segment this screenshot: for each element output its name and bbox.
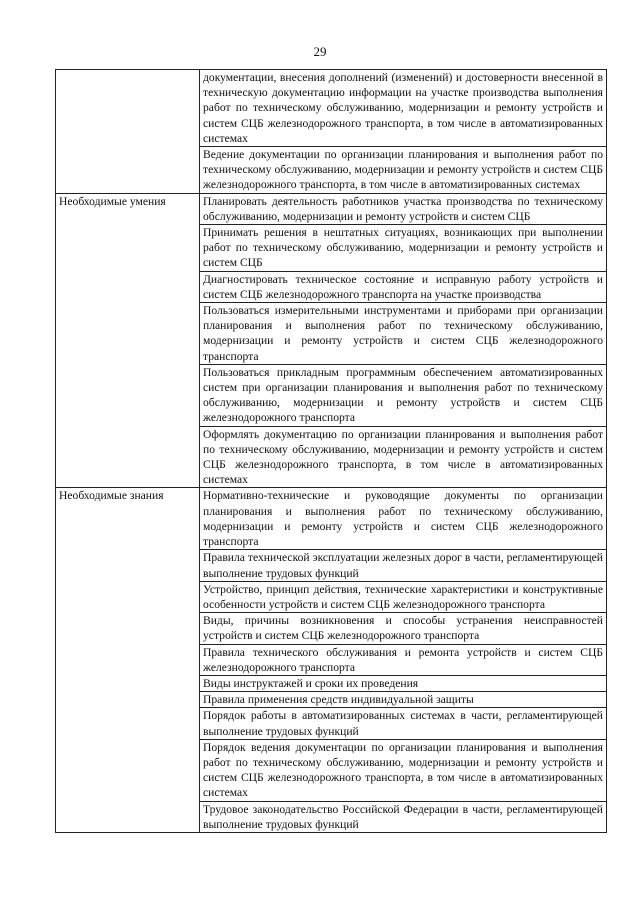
requirement-item: Трудовое законодательство Российской Федерации в части, регламентирующей выполнение трудовых функций bbox=[200, 801, 607, 832]
requirement-item: Оформлять документацию по организации планирования и выполнения работ по техническому обслуживанию, модернизации и ремонту устройств и систем СЦБ железнодорожного транспорта, в том числе в автоматизированных системах bbox=[200, 426, 607, 488]
requirement-item: Правила технической эксплуатации железных дорог в части, регламентирующей выполнение трудовых функций bbox=[200, 550, 607, 581]
requirement-item: Диагностировать техническое состояние и исправную работу устройств и систем СЦБ железнодорожного транспорта на участке производства bbox=[200, 271, 607, 302]
section-label-skills: Необходимые умения bbox=[56, 193, 200, 488]
requirement-item: Устройство, принцип действия, технические характеристики и конструктивные особенности устройств и систем СЦБ железнодорожного транспорта bbox=[200, 581, 607, 612]
requirement-item: Нормативно-технические и руководящие документы по организации планирования и выполнения работ по техническому обслуживанию, модернизации и ремонту устройств и систем СЦБ железнодорожного транспорта bbox=[200, 488, 607, 550]
table-row bbox=[56, 70, 607, 147]
requirements-table bbox=[55, 69, 607, 833]
requirement-item: Порядок ведения документации по организации планирования и выполнения работ по техническому обслуживанию, модернизации и ремонту устройств и систем СЦБ железнодорожного транспорта, в том числе в автоматизированных системах bbox=[200, 739, 607, 801]
requirement-item: Виды инструктажей и сроки их проведения bbox=[200, 675, 607, 691]
requirement-item: Планировать деятельность работников участка производства по техническому обслуживанию, модернизации и ремонту устройств и систем СЦБ bbox=[200, 193, 607, 224]
requirement-item: Принимать решения в нештатных ситуациях, возникающих при выполнении работ по техническому обслуживанию, модернизации и ремонту устройств и систем СЦБ bbox=[200, 225, 607, 272]
requirement-item: Ведение документации по организации планирования и выполнения работ по техническому обслуживанию, модернизации и ремонту устройств и систем СЦБ железнодорожного транспорта, в том числе в автоматизированных системах bbox=[200, 147, 607, 194]
requirement-item: Пользоваться измерительными инструментами и приборами при организации планирования и выполнения работ по техническому обслуживанию, модернизации и ремонту устройств и систем СЦБ железнодорожного транспорта bbox=[200, 303, 607, 365]
requirement-item: Пользоваться прикладным программным обеспечением автоматизированных систем при организации планирования и выполнения работ по техническому обслуживанию, модернизации и ремонту устройств и систем СЦБ железнодорожного транспорта bbox=[200, 364, 607, 426]
requirement-item: документации, внесения дополнений (изменений) и достоверности внесенной в техническую документацию информации на участке производства выполнения работ по техническому обслуживанию, модернизации и ремонту устройств и систем СЦБ железнодорожного транспорта, в том числе в автоматизированных системах bbox=[200, 70, 607, 147]
section-label bbox=[56, 70, 200, 194]
table-row bbox=[56, 488, 607, 550]
section-label-knowledge: Необходимые знания bbox=[56, 488, 200, 832]
page-number: 29 bbox=[313, 44, 327, 59]
table-row bbox=[56, 193, 607, 224]
requirement-item: Виды, причины возникновения и способы устранения неисправностей устройств и систем СЦБ железнодорожного транспорта bbox=[200, 613, 607, 644]
requirement-item: Правила технического обслуживания и ремонта устройств и систем СЦБ железнодорожного транспорта bbox=[200, 644, 607, 675]
requirement-item: Порядок работы в автоматизированных системах в части, регламентирующей выполнение трудовых функций bbox=[200, 708, 607, 739]
requirement-item: Правила применения средств индивидуальной защиты bbox=[200, 692, 607, 708]
